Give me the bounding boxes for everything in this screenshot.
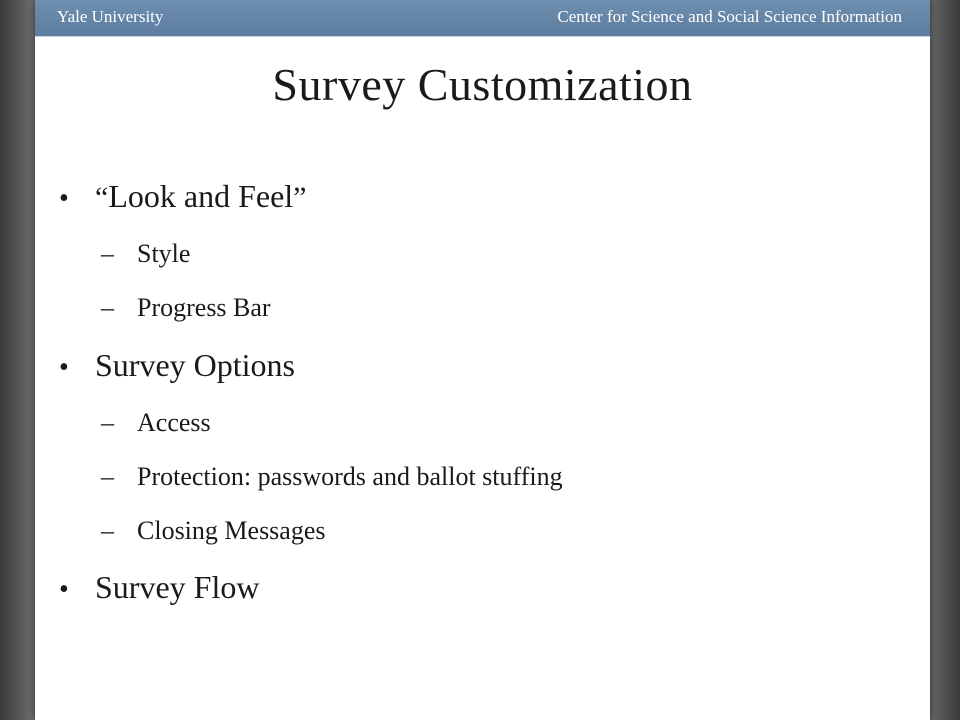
slide [35,0,930,720]
sub-item-style [101,239,190,269]
header-center: Center for Science and Social Science Information [557,7,902,26]
sub-item-text: Progress Bar [137,293,271,322]
sub-item-access [101,408,211,438]
bullet-text: Survey Flow [95,569,260,605]
bullet-item-look-and-feel [59,178,307,215]
sub-item-text: Closing Messages [137,516,326,545]
dash-marker: – [101,408,114,437]
slide-title: Survey Customization [272,59,693,110]
sub-item-protection [101,462,563,492]
open-quote: “ [95,181,109,214]
dash-marker: – [101,293,114,322]
sub-item-text: Style [137,239,191,268]
bullet-text: Look and Feel [108,178,294,214]
dash-marker: – [101,239,114,268]
sub-item-text: Protection: passwords and ballot stuffing [137,462,563,491]
sub-item-closing-messages [101,516,326,546]
bullet-text: Survey Options [95,347,295,383]
close-quote: ” [293,181,307,214]
dash-marker: – [101,516,114,545]
bullet-item-survey-flow [59,569,259,606]
sub-item-text: Access [137,408,211,437]
header-banner [35,0,930,37]
sub-item-progress-bar [101,293,271,323]
bullet-marker: • [59,574,69,605]
bullet-marker: • [59,352,69,383]
bullet-marker: • [59,183,69,214]
bullet-item-survey-options [59,347,295,384]
header-university: Yale University [57,7,164,26]
dash-marker: – [101,462,114,491]
